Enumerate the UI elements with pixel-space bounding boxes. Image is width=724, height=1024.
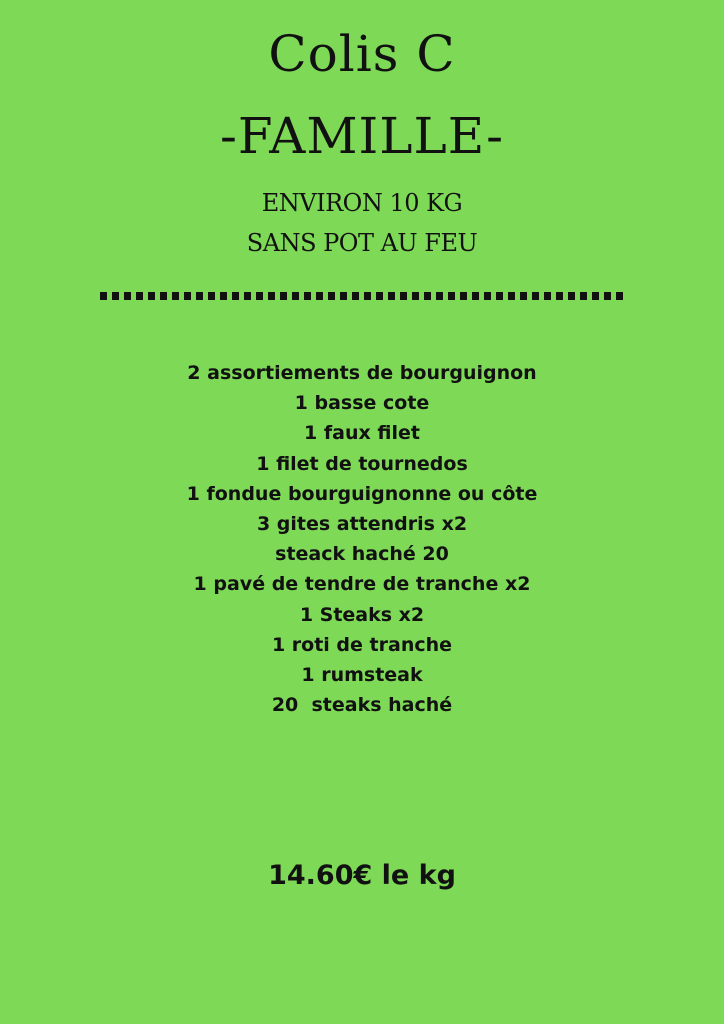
list-item: 1 rumsteak xyxy=(301,664,423,687)
list-item: 1 pavé de tendre de tranche x2 xyxy=(193,573,531,596)
list-item: steack haché 20 xyxy=(275,543,449,566)
note-label: SANS POT AU FEU xyxy=(246,229,478,257)
list-item: 1 filet de tournedos xyxy=(256,452,468,475)
list-item: 20 steaks haché xyxy=(271,694,453,717)
list-item: 1 Steaks x2 xyxy=(299,603,425,626)
list-item: 2 assortiements de bourguignon xyxy=(187,362,537,384)
title-famille: -FAMILLE- xyxy=(219,107,505,165)
dotted-divider xyxy=(100,292,624,300)
list-item: 1 roti de tranche xyxy=(271,633,453,656)
title-colis: Colis C xyxy=(268,25,456,83)
list-item: 1 fondue bourguignonne ou côte xyxy=(186,482,538,505)
weight-label: ENVIRON 10 KG xyxy=(261,189,463,217)
price-label: 14.60€ le kg xyxy=(268,860,456,891)
item-list xyxy=(0,358,724,720)
list-item: 1 basse cote xyxy=(294,392,430,415)
list-item: 1 faux filet xyxy=(304,422,420,445)
list-item: 3 gites attendris x2 xyxy=(256,513,468,536)
